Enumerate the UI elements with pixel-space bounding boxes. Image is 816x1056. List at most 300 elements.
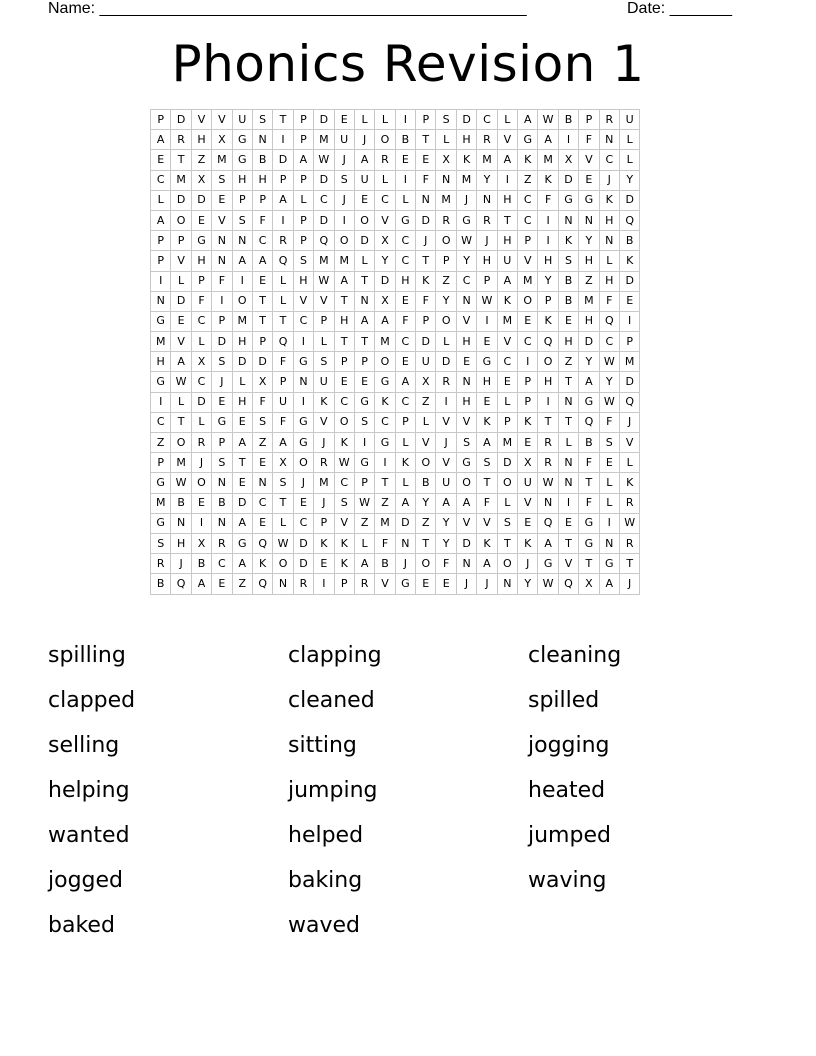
grid-cell[interactable]: K [252, 554, 272, 574]
grid-cell[interactable]: O [375, 130, 395, 150]
grid-cell[interactable]: B [558, 291, 578, 311]
grid-cell[interactable]: H [456, 130, 476, 150]
grid-cell[interactable]: H [232, 170, 252, 190]
grid-cell[interactable]: G [232, 130, 252, 150]
grid-cell[interactable]: M [314, 130, 334, 150]
grid-cell[interactable]: P [252, 332, 272, 352]
grid-cell[interactable]: Q [252, 533, 272, 553]
grid-cell[interactable]: R [151, 554, 171, 574]
grid-cell[interactable]: Z [579, 271, 599, 291]
grid-cell[interactable]: M [477, 150, 497, 170]
grid-cell[interactable]: O [416, 554, 436, 574]
grid-cell[interactable]: E [212, 392, 232, 412]
grid-cell[interactable]: X [191, 352, 211, 372]
grid-cell[interactable]: I [232, 271, 252, 291]
grid-cell[interactable]: S [273, 473, 293, 493]
grid-cell[interactable]: A [538, 533, 558, 553]
grid-cell[interactable]: G [395, 210, 415, 230]
grid-cell[interactable]: F [395, 311, 415, 331]
grid-cell[interactable]: T [416, 251, 436, 271]
grid-cell[interactable]: T [252, 291, 272, 311]
grid-cell[interactable]: K [619, 251, 639, 271]
grid-cell[interactable]: B [171, 493, 191, 513]
grid-cell[interactable]: A [293, 150, 313, 170]
grid-cell[interactable]: E [252, 271, 272, 291]
grid-cell[interactable]: D [456, 533, 476, 553]
grid-cell[interactable]: I [151, 271, 171, 291]
grid-cell[interactable]: I [558, 493, 578, 513]
grid-cell[interactable]: Q [599, 311, 619, 331]
grid-cell[interactable]: L [273, 271, 293, 291]
grid-cell[interactable]: E [395, 150, 415, 170]
grid-cell[interactable]: A [273, 433, 293, 453]
grid-cell[interactable]: Y [375, 251, 395, 271]
grid-cell[interactable]: X [558, 150, 578, 170]
grid-cell[interactable]: L [395, 190, 415, 210]
grid-cell[interactable]: G [456, 453, 476, 473]
grid-cell[interactable]: A [599, 574, 619, 594]
grid-cell[interactable]: S [212, 453, 232, 473]
grid-cell[interactable]: H [293, 271, 313, 291]
grid-cell[interactable]: T [558, 372, 578, 392]
grid-cell[interactable]: F [599, 291, 619, 311]
grid-cell[interactable]: E [171, 311, 191, 331]
grid-cell[interactable]: E [334, 110, 354, 130]
grid-cell[interactable]: X [191, 533, 211, 553]
grid-cell[interactable]: P [252, 190, 272, 210]
grid-cell[interactable]: I [599, 513, 619, 533]
grid-cell[interactable]: O [171, 210, 191, 230]
grid-cell[interactable]: U [416, 352, 436, 372]
grid-cell[interactable]: L [497, 392, 517, 412]
grid-cell[interactable]: B [212, 493, 232, 513]
grid-cell[interactable]: X [518, 453, 538, 473]
grid-cell[interactable]: Q [538, 513, 558, 533]
grid-cell[interactable]: A [232, 554, 252, 574]
grid-cell[interactable]: W [314, 271, 334, 291]
grid-cell[interactable]: U [619, 110, 639, 130]
grid-cell[interactable]: N [252, 473, 272, 493]
grid-cell[interactable]: J [619, 412, 639, 432]
grid-cell[interactable]: A [232, 251, 252, 271]
grid-cell[interactable]: X [375, 291, 395, 311]
grid-cell[interactable]: Z [375, 493, 395, 513]
grid-cell[interactable]: O [416, 453, 436, 473]
grid-cell[interactable]: M [212, 150, 232, 170]
grid-cell[interactable]: M [538, 150, 558, 170]
grid-cell[interactable]: D [497, 453, 517, 473]
grid-cell[interactable]: L [395, 473, 415, 493]
grid-cell[interactable]: A [497, 271, 517, 291]
grid-cell[interactable]: G [354, 392, 374, 412]
grid-cell[interactable]: N [558, 473, 578, 493]
grid-cell[interactable]: D [416, 332, 436, 352]
grid-cell[interactable]: Y [436, 291, 456, 311]
grid-cell[interactable]: T [171, 150, 191, 170]
grid-cell[interactable]: D [171, 190, 191, 210]
grid-cell[interactable]: F [579, 493, 599, 513]
grid-cell[interactable]: H [579, 251, 599, 271]
grid-cell[interactable]: C [252, 231, 272, 251]
grid-cell[interactable]: Y [416, 493, 436, 513]
grid-cell[interactable]: M [171, 170, 191, 190]
grid-cell[interactable]: I [273, 210, 293, 230]
grid-cell[interactable]: C [395, 231, 415, 251]
grid-cell[interactable]: G [232, 533, 252, 553]
grid-cell[interactable]: O [456, 473, 476, 493]
grid-cell[interactable]: K [334, 554, 354, 574]
grid-cell[interactable]: N [395, 533, 415, 553]
grid-cell[interactable]: T [354, 332, 374, 352]
grid-cell[interactable]: L [375, 110, 395, 130]
grid-cell[interactable]: P [151, 110, 171, 130]
grid-cell[interactable]: K [497, 291, 517, 311]
grid-cell[interactable]: L [232, 372, 252, 392]
grid-cell[interactable]: A [395, 372, 415, 392]
grid-cell[interactable]: C [599, 332, 619, 352]
grid-cell[interactable]: E [518, 311, 538, 331]
grid-cell[interactable]: N [416, 190, 436, 210]
grid-cell[interactable]: P [293, 170, 313, 190]
grid-cell[interactable]: R [375, 150, 395, 170]
grid-cell[interactable]: T [477, 473, 497, 493]
grid-cell[interactable]: K [518, 412, 538, 432]
grid-cell[interactable]: C [212, 554, 232, 574]
grid-cell[interactable]: I [314, 574, 334, 594]
grid-cell[interactable]: I [293, 392, 313, 412]
grid-cell[interactable]: D [558, 170, 578, 190]
grid-cell[interactable]: O [232, 291, 252, 311]
grid-cell[interactable]: N [456, 372, 476, 392]
grid-cell[interactable]: B [416, 473, 436, 493]
grid-cell[interactable]: U [232, 110, 252, 130]
grid-cell[interactable]: B [151, 574, 171, 594]
grid-cell[interactable]: A [579, 372, 599, 392]
grid-cell[interactable]: G [293, 412, 313, 432]
grid-cell[interactable]: S [558, 251, 578, 271]
grid-cell[interactable]: J [395, 554, 415, 574]
grid-cell[interactable]: E [395, 352, 415, 372]
grid-cell[interactable]: V [518, 251, 538, 271]
grid-cell[interactable]: S [212, 170, 232, 190]
grid-cell[interactable]: E [151, 150, 171, 170]
grid-cell[interactable]: N [456, 554, 476, 574]
grid-cell[interactable]: A [232, 433, 252, 453]
grid-cell[interactable]: X [436, 150, 456, 170]
grid-cell[interactable]: J [477, 574, 497, 594]
grid-cell[interactable]: K [518, 533, 538, 553]
grid-cell[interactable]: E [212, 574, 232, 594]
grid-cell[interactable]: P [619, 332, 639, 352]
grid-cell[interactable]: L [171, 392, 191, 412]
grid-cell[interactable]: C [599, 150, 619, 170]
grid-cell[interactable]: A [232, 513, 252, 533]
grid-cell[interactable]: W [314, 150, 334, 170]
grid-cell[interactable]: Y [599, 372, 619, 392]
grid-cell[interactable]: L [416, 412, 436, 432]
grid-cell[interactable]: M [619, 352, 639, 372]
grid-cell[interactable]: V [558, 554, 578, 574]
grid-cell[interactable]: A [151, 130, 171, 150]
grid-cell[interactable]: K [314, 392, 334, 412]
grid-cell[interactable]: L [151, 190, 171, 210]
grid-cell[interactable]: F [579, 453, 599, 473]
grid-cell[interactable]: G [375, 433, 395, 453]
grid-cell[interactable]: G [477, 352, 497, 372]
grid-cell[interactable]: H [171, 533, 191, 553]
grid-cell[interactable]: E [497, 372, 517, 392]
grid-cell[interactable]: J [314, 433, 334, 453]
grid-cell[interactable]: R [354, 574, 374, 594]
grid-cell[interactable]: K [518, 150, 538, 170]
grid-cell[interactable]: V [375, 574, 395, 594]
grid-cell[interactable]: T [558, 412, 578, 432]
grid-cell[interactable]: A [252, 251, 272, 271]
grid-cell[interactable]: E [314, 554, 334, 574]
grid-cell[interactable]: G [232, 150, 252, 170]
grid-cell[interactable]: C [293, 513, 313, 533]
grid-cell[interactable]: E [191, 210, 211, 230]
grid-cell[interactable]: O [334, 231, 354, 251]
grid-cell[interactable]: M [171, 453, 191, 473]
grid-cell[interactable]: V [314, 412, 334, 432]
grid-cell[interactable]: Y [477, 170, 497, 190]
grid-cell[interactable]: M [497, 311, 517, 331]
grid-cell[interactable]: Q [314, 231, 334, 251]
grid-cell[interactable]: X [191, 170, 211, 190]
grid-cell[interactable]: T [497, 210, 517, 230]
grid-cell[interactable]: G [293, 352, 313, 372]
grid-cell[interactable]: L [191, 332, 211, 352]
grid-cell[interactable]: M [334, 251, 354, 271]
grid-cell[interactable]: T [558, 533, 578, 553]
grid-cell[interactable]: X [375, 231, 395, 251]
grid-cell[interactable]: G [191, 231, 211, 251]
grid-cell[interactable]: H [456, 332, 476, 352]
grid-cell[interactable]: V [456, 412, 476, 432]
grid-cell[interactable]: I [538, 231, 558, 251]
grid-cell[interactable]: W [171, 372, 191, 392]
grid-cell[interactable]: Z [518, 170, 538, 190]
grid-cell[interactable]: C [334, 392, 354, 412]
grid-cell[interactable]: E [619, 291, 639, 311]
grid-cell[interactable]: U [436, 473, 456, 493]
grid-cell[interactable]: I [273, 130, 293, 150]
grid-cell[interactable]: O [171, 433, 191, 453]
grid-cell[interactable]: R [171, 130, 191, 150]
grid-cell[interactable]: E [252, 513, 272, 533]
grid-cell[interactable]: N [599, 231, 619, 251]
grid-cell[interactable]: C [395, 392, 415, 412]
grid-cell[interactable]: A [395, 493, 415, 513]
grid-cell[interactable]: E [456, 352, 476, 372]
grid-cell[interactable]: P [273, 372, 293, 392]
grid-cell[interactable]: N [477, 190, 497, 210]
grid-cell[interactable]: S [477, 453, 497, 473]
grid-cell[interactable]: U [273, 392, 293, 412]
grid-cell[interactable]: G [558, 190, 578, 210]
grid-cell[interactable]: H [151, 352, 171, 372]
grid-cell[interactable]: B [252, 150, 272, 170]
grid-cell[interactable]: S [252, 110, 272, 130]
grid-cell[interactable]: L [497, 493, 517, 513]
grid-cell[interactable]: E [354, 372, 374, 392]
grid-cell[interactable]: V [456, 513, 476, 533]
grid-cell[interactable]: K [334, 533, 354, 553]
grid-cell[interactable]: D [293, 554, 313, 574]
grid-cell[interactable]: D [395, 513, 415, 533]
grid-cell[interactable]: O [497, 473, 517, 493]
grid-cell[interactable]: J [477, 231, 497, 251]
grid-cell[interactable]: L [599, 493, 619, 513]
grid-cell[interactable]: N [538, 493, 558, 513]
grid-cell[interactable]: B [619, 231, 639, 251]
grid-cell[interactable]: P [518, 372, 538, 392]
grid-cell[interactable]: R [619, 493, 639, 513]
grid-cell[interactable]: M [314, 251, 334, 271]
grid-cell[interactable]: E [558, 513, 578, 533]
grid-cell[interactable]: W [538, 574, 558, 594]
grid-cell[interactable]: B [191, 554, 211, 574]
grid-cell[interactable]: S [599, 433, 619, 453]
grid-cell[interactable]: L [354, 251, 374, 271]
grid-cell[interactable]: C [456, 271, 476, 291]
grid-cell[interactable]: W [599, 392, 619, 412]
grid-cell[interactable]: W [538, 110, 558, 130]
grid-cell[interactable]: D [314, 210, 334, 230]
grid-cell[interactable]: L [497, 110, 517, 130]
grid-cell[interactable]: G [518, 130, 538, 150]
grid-cell[interactable]: V [171, 251, 191, 271]
grid-cell[interactable]: K [416, 271, 436, 291]
grid-cell[interactable]: J [416, 231, 436, 251]
grid-cell[interactable]: F [273, 412, 293, 432]
grid-cell[interactable]: A [518, 110, 538, 130]
grid-cell[interactable]: S [497, 513, 517, 533]
grid-cell[interactable]: A [436, 493, 456, 513]
grid-cell[interactable]: I [354, 433, 374, 453]
grid-cell[interactable]: Q [619, 392, 639, 412]
grid-cell[interactable]: Y [436, 533, 456, 553]
grid-cell[interactable]: T [232, 453, 252, 473]
grid-cell[interactable]: E [232, 473, 252, 493]
grid-cell[interactable]: P [232, 190, 252, 210]
grid-cell[interactable]: X [416, 372, 436, 392]
grid-cell[interactable]: K [395, 453, 415, 473]
grid-cell[interactable]: W [619, 513, 639, 533]
grid-cell[interactable]: N [558, 453, 578, 473]
grid-cell[interactable]: L [599, 251, 619, 271]
grid-cell[interactable]: C [375, 190, 395, 210]
grid-cell[interactable]: P [151, 251, 171, 271]
grid-cell[interactable]: M [518, 271, 538, 291]
grid-cell[interactable]: G [212, 412, 232, 432]
grid-cell[interactable]: H [538, 251, 558, 271]
grid-cell[interactable]: S [436, 110, 456, 130]
grid-cell[interactable]: X [212, 130, 232, 150]
grid-cell[interactable]: Z [416, 392, 436, 412]
grid-cell[interactable]: Y [518, 574, 538, 594]
grid-cell[interactable]: W [599, 352, 619, 372]
grid-cell[interactable]: I [191, 513, 211, 533]
grid-cell[interactable]: A [375, 311, 395, 331]
grid-cell[interactable]: A [354, 554, 374, 574]
grid-cell[interactable]: N [354, 291, 374, 311]
grid-cell[interactable]: E [191, 493, 211, 513]
grid-cell[interactable]: O [518, 291, 538, 311]
grid-cell[interactable]: V [497, 332, 517, 352]
grid-cell[interactable]: M [375, 332, 395, 352]
grid-cell[interactable]: A [497, 150, 517, 170]
grid-cell[interactable]: G [579, 513, 599, 533]
grid-cell[interactable]: E [518, 513, 538, 533]
grid-cell[interactable]: M [375, 513, 395, 533]
grid-cell[interactable]: E [436, 574, 456, 594]
grid-cell[interactable]: N [171, 513, 191, 533]
grid-cell[interactable]: F [191, 291, 211, 311]
grid-cell[interactable]: D [273, 150, 293, 170]
grid-cell[interactable]: L [273, 513, 293, 533]
grid-cell[interactable]: M [232, 311, 252, 331]
grid-cell[interactable]: L [171, 271, 191, 291]
grid-cell[interactable]: F [538, 190, 558, 210]
grid-cell[interactable]: V [416, 433, 436, 453]
grid-cell[interactable]: N [293, 372, 313, 392]
grid-cell[interactable]: H [599, 271, 619, 291]
grid-cell[interactable]: E [558, 311, 578, 331]
grid-cell[interactable]: N [212, 473, 232, 493]
grid-cell[interactable]: L [191, 412, 211, 432]
grid-cell[interactable]: N [436, 170, 456, 190]
grid-cell[interactable]: E [232, 412, 252, 432]
grid-cell[interactable]: E [599, 453, 619, 473]
grid-cell[interactable]: E [212, 190, 232, 210]
grid-cell[interactable]: V [436, 412, 456, 432]
grid-cell[interactable]: Z [354, 513, 374, 533]
grid-cell[interactable]: P [273, 170, 293, 190]
grid-cell[interactable]: L [273, 291, 293, 311]
grid-cell[interactable]: T [579, 554, 599, 574]
grid-cell[interactable]: A [538, 130, 558, 150]
grid-cell[interactable]: G [395, 574, 415, 594]
grid-cell[interactable]: G [354, 453, 374, 473]
grid-cell[interactable]: J [436, 433, 456, 453]
grid-cell[interactable]: J [619, 574, 639, 594]
grid-cell[interactable]: P [151, 231, 171, 251]
grid-cell[interactable]: E [354, 190, 374, 210]
grid-cell[interactable]: Z [416, 513, 436, 533]
grid-cell[interactable]: D [212, 332, 232, 352]
grid-cell[interactable]: M [456, 170, 476, 190]
grid-cell[interactable]: C [477, 110, 497, 130]
grid-cell[interactable]: M [579, 291, 599, 311]
grid-cell[interactable]: K [477, 412, 497, 432]
grid-cell[interactable]: G [579, 190, 599, 210]
grid-cell[interactable]: D [314, 170, 334, 190]
grid-cell[interactable]: N [151, 291, 171, 311]
grid-cell[interactable]: R [273, 231, 293, 251]
grid-cell[interactable]: T [334, 291, 354, 311]
grid-cell[interactable]: N [252, 130, 272, 150]
grid-cell[interactable]: Y [579, 352, 599, 372]
grid-cell[interactable]: C [314, 190, 334, 210]
grid-cell[interactable]: C [293, 311, 313, 331]
grid-cell[interactable]: D [171, 291, 191, 311]
grid-cell[interactable]: W [477, 291, 497, 311]
grid-cell[interactable]: E [416, 574, 436, 594]
grid-cell[interactable]: D [436, 352, 456, 372]
grid-cell[interactable]: C [191, 311, 211, 331]
